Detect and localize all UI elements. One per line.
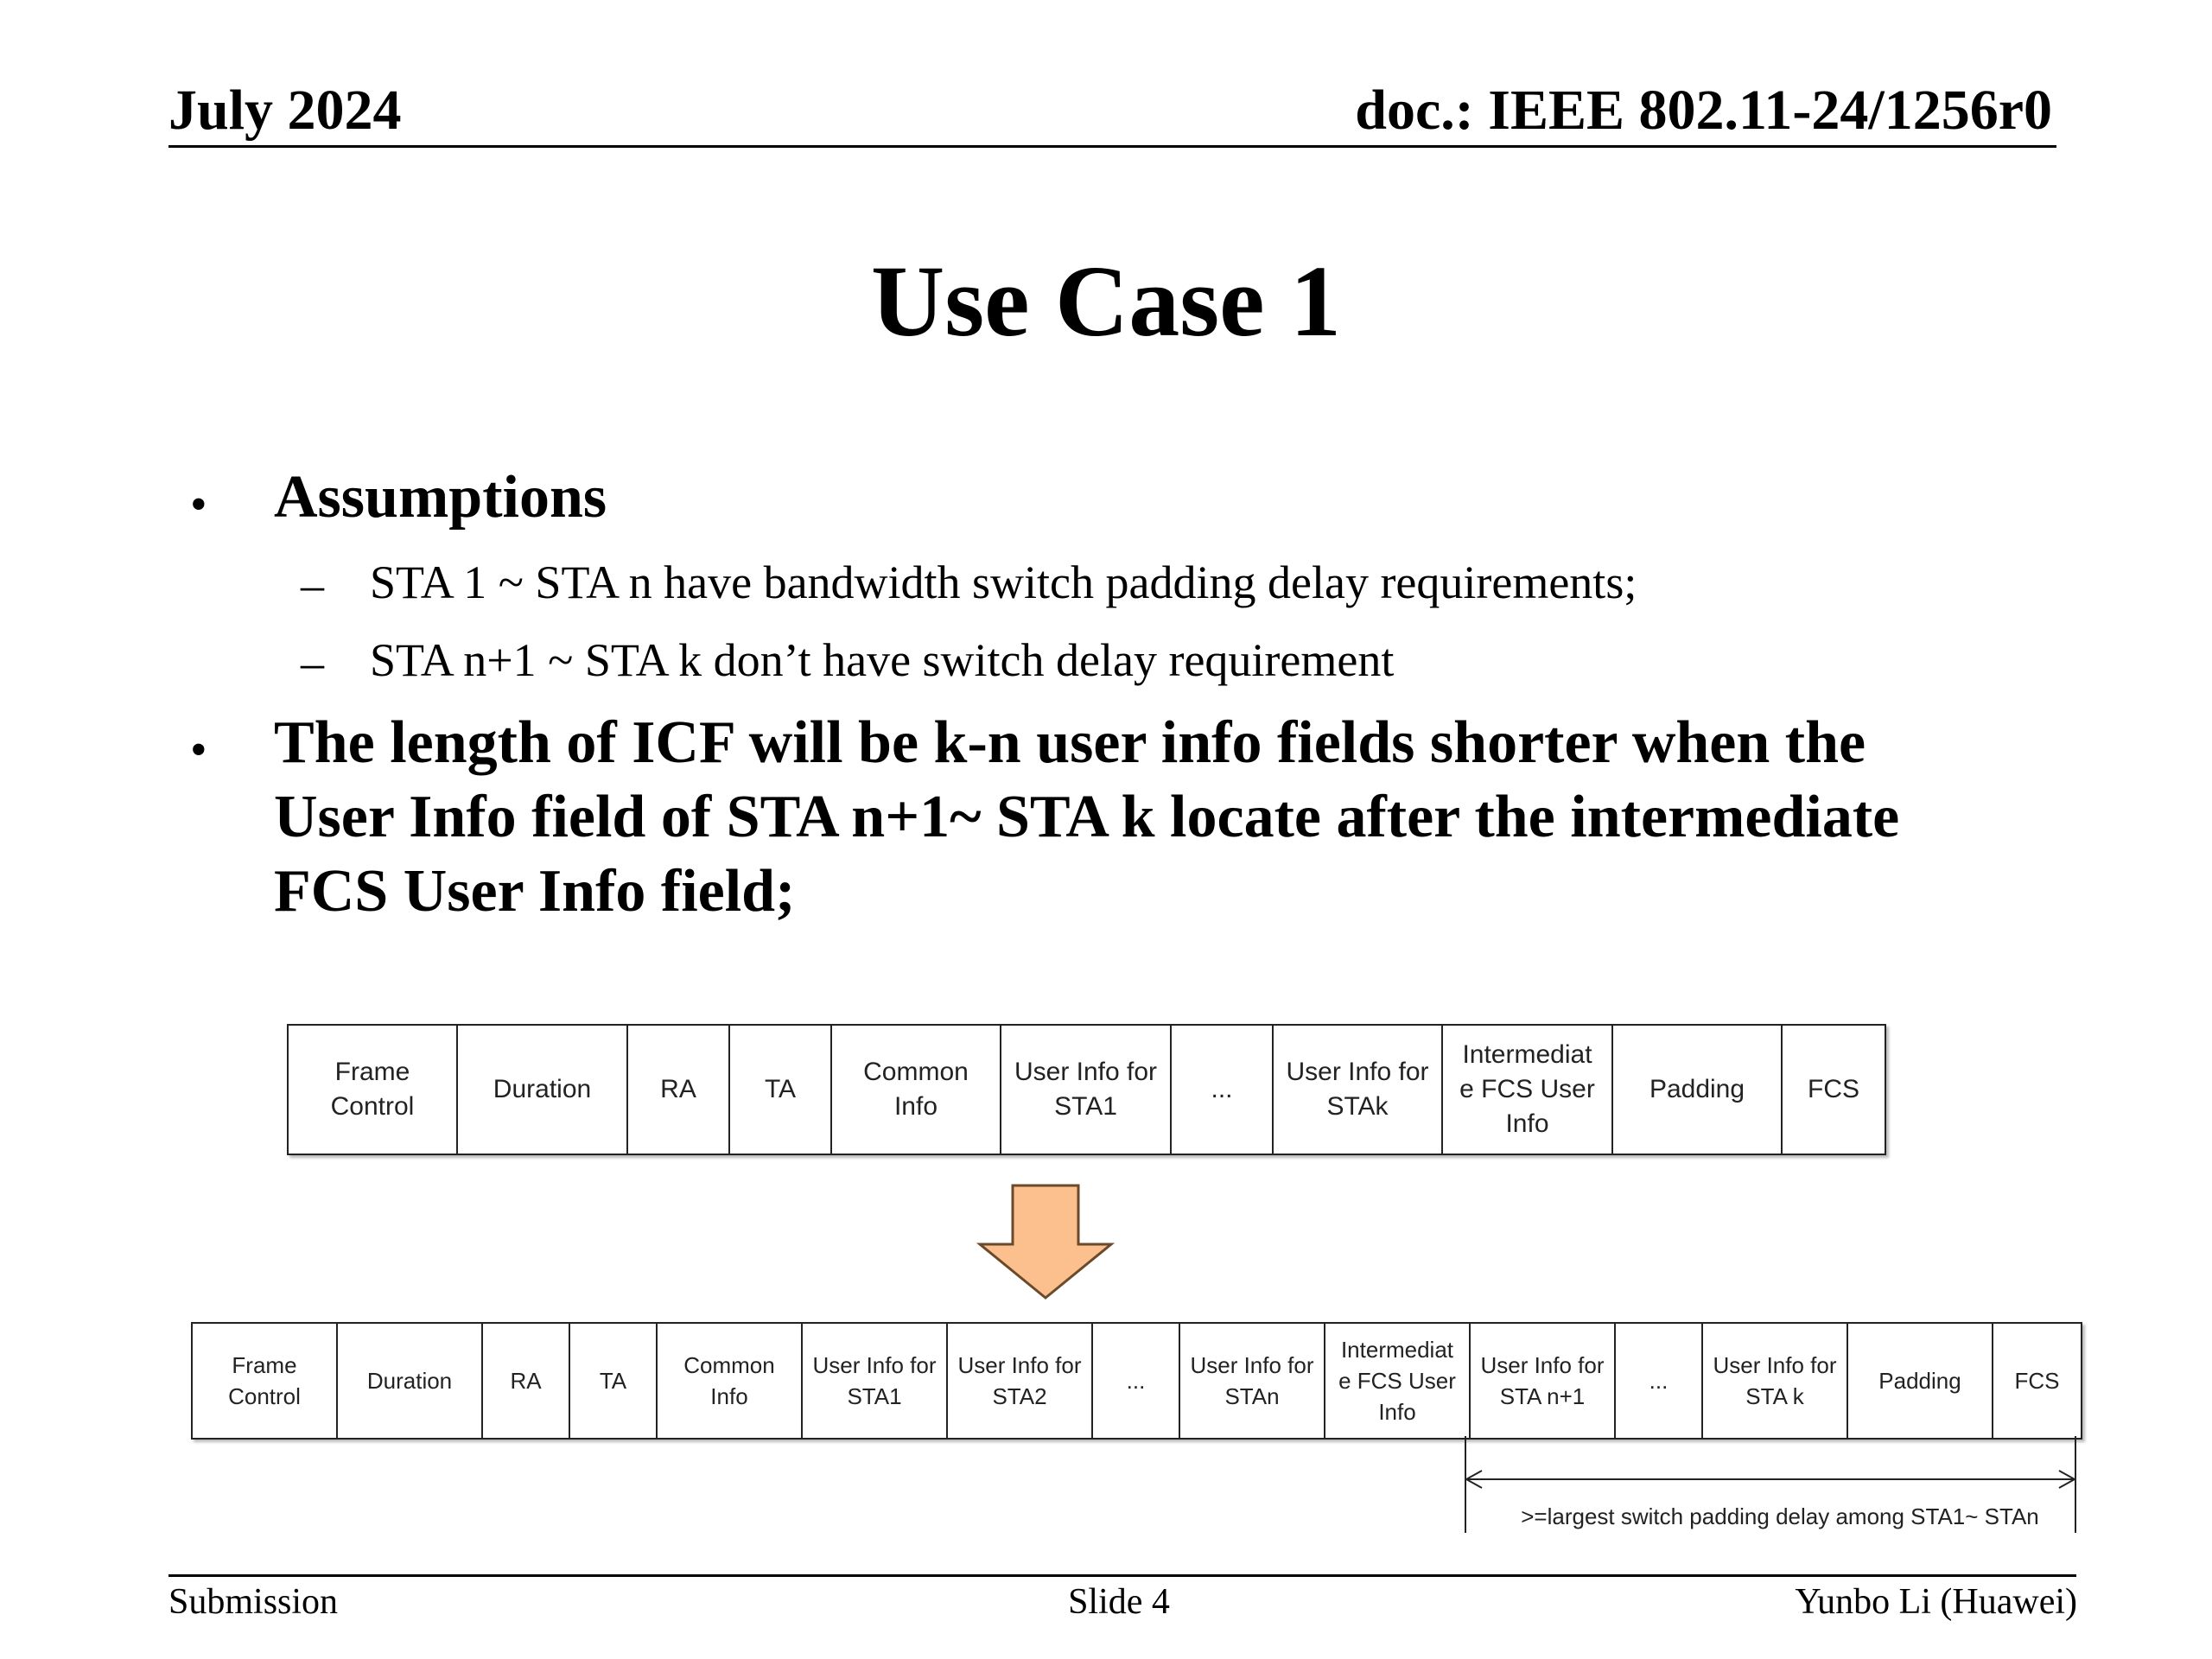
footer-submission: Submission (168, 1582, 339, 1622)
frame-bottom-field: Frame Control (193, 1324, 338, 1438)
footer-author: Yunbo Li (Huawei) (1795, 1582, 2077, 1622)
span-double-arrow (1465, 1469, 2076, 1490)
footer-slide-number: Slide 4 (1068, 1582, 1170, 1622)
frame-bottom-field: User Info for STA n+1 (1471, 1324, 1616, 1438)
frame-top-field: Duration (458, 1026, 628, 1154)
frame-top-field: FCS (1808, 1075, 1859, 1103)
main-bullet-line-2: User Info field of STA n+1~ STA k locate after the intermediate (274, 784, 1900, 850)
frame-bottom-field: User Info for STAn (1180, 1324, 1325, 1438)
frame-top-field: Common Info (832, 1026, 1001, 1154)
frame-bottom-field: ... (1616, 1324, 1703, 1438)
down-arrow-icon (976, 1184, 1115, 1300)
sub-bullet-2: STA n+1 ~ STA k don’t have switch delay requirement (370, 634, 1395, 686)
footer-rule (168, 1574, 2076, 1577)
frame-bottom-field: Duration (338, 1324, 483, 1438)
bullet-assumptions: Assumptions (274, 464, 607, 531)
header-rule (168, 145, 2056, 148)
frame-top-field: Intermediat e FCS User Info (1443, 1026, 1613, 1154)
frame-format-original (287, 1024, 1886, 1155)
frame-top-field: Frame Control (289, 1026, 458, 1154)
frame-top-field: RA (628, 1026, 730, 1154)
frame-bottom-field: User Info for STA2 (948, 1324, 1093, 1438)
frame-bottom-field: TA (570, 1324, 658, 1438)
header-date: July 2024 (168, 79, 402, 142)
frame-top-field: User Info for STA1 (1001, 1026, 1172, 1154)
sub-bullet-1: STA 1 ~ STA n have bandwidth switch padding delay requirements; (370, 556, 1637, 608)
frame-bottom-field: FCS (2014, 1368, 2060, 1394)
header-doc-id: doc.: IEEE 802.11-24/1256r0 (1355, 79, 2052, 142)
frame-top-field: Padding (1613, 1026, 1783, 1154)
frame-bottom-field: User Info for STA1 (803, 1324, 948, 1438)
slide-title: Use Case 1 (870, 245, 1342, 358)
frame-top-field: ... (1172, 1026, 1274, 1154)
frame-top-field: TA (730, 1026, 832, 1154)
frame-top-field: User Info for STAk (1274, 1026, 1443, 1154)
frame-bottom-field: Intermediat e FCS User Info (1325, 1324, 1471, 1438)
frame-bottom-field: User Info for STA k (1703, 1324, 1848, 1438)
frame-format-reordered (191, 1322, 2082, 1440)
sub-bullet-dash: – (301, 637, 324, 689)
span-label: >=largest switch padding delay among STA1~ STAn (1521, 1503, 2039, 1529)
main-bullet-line-3: FCS User Info field; (274, 858, 796, 925)
main-bullet-line-1: The length of ICF will be k-n user info fields shorter when the (274, 709, 1866, 776)
bullet-marker: • (190, 478, 207, 531)
sub-bullet-dash: – (301, 559, 324, 611)
bullet-marker: • (190, 723, 207, 777)
frame-bottom-field: RA (483, 1324, 570, 1438)
frame-bottom-field: Padding (1848, 1324, 1993, 1438)
frame-bottom-field: ... (1093, 1324, 1180, 1438)
frame-bottom-field: Common Info (658, 1324, 803, 1438)
